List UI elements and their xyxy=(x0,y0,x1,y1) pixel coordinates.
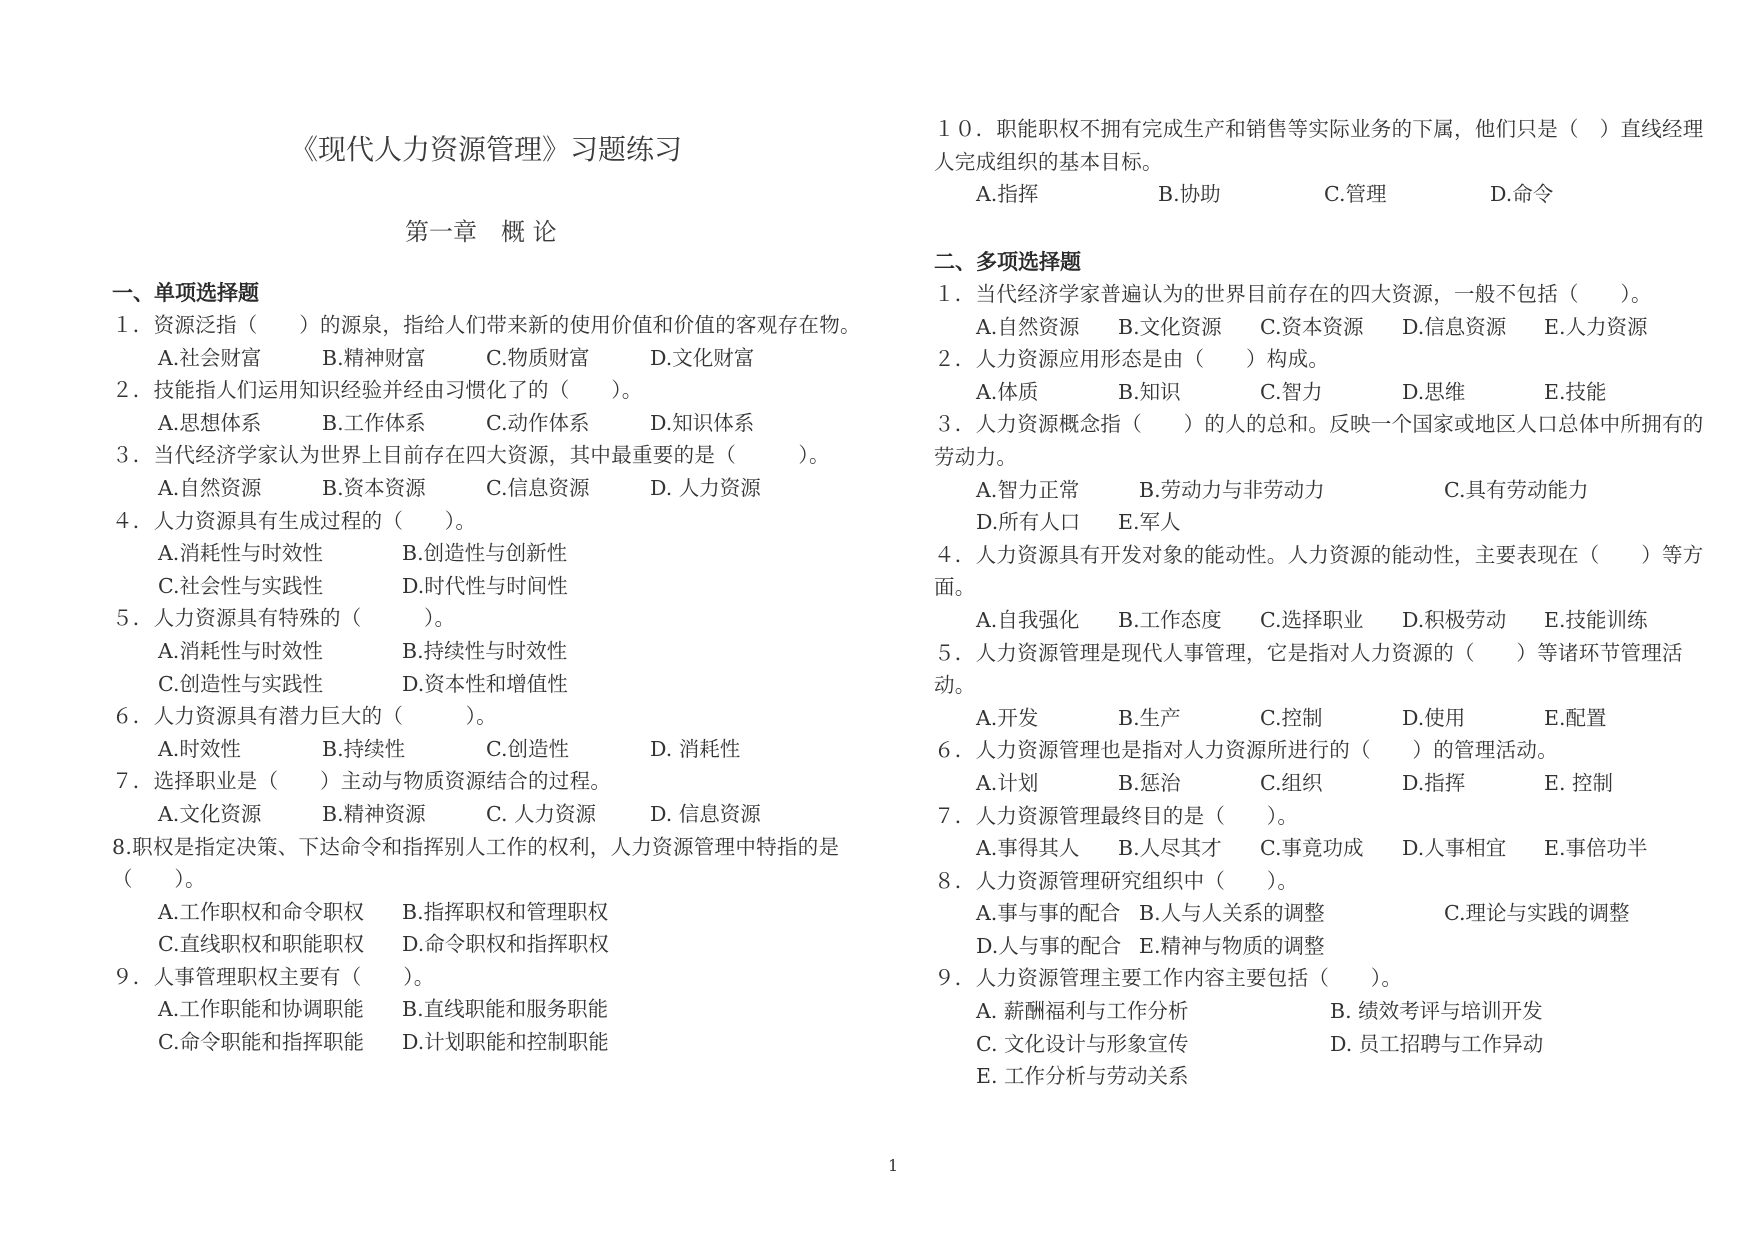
option-item: D.知识体系 xyxy=(650,410,755,435)
question-text: １．资源泛指（ ）的源泉，指给人们带来新的使用价值和价值的客观存在物。 xyxy=(112,313,861,337)
option-item: A.社会财富 xyxy=(158,345,262,370)
option-item: C.信息资源 xyxy=(486,475,590,500)
options-row xyxy=(112,537,872,570)
option-item: C.社会性与实践性 xyxy=(158,573,323,598)
option-item: B.人与人关系的调整 xyxy=(1139,901,1325,926)
option-item: D. 员工招聘与工作异动 xyxy=(1330,1031,1544,1056)
options-row xyxy=(112,668,872,701)
option-item: E.配置 xyxy=(1544,705,1607,730)
question-text: ６．人力资源具有潜力巨大的（ ）。 xyxy=(112,704,497,729)
option-item: D.命令 xyxy=(1490,182,1554,207)
option-item: C.动作体系 xyxy=(486,410,590,435)
option-item: A.思想体系 xyxy=(158,410,262,435)
options-row xyxy=(112,1026,872,1059)
question-text: ２．技能指人们运用知识经验并经由习惯化了的（ ）。 xyxy=(112,378,643,403)
options-row xyxy=(112,635,872,668)
question-text: ６．人力资源管理也是指对人力资源所进行的（ ）的管理活动。 xyxy=(934,738,1558,763)
options-row xyxy=(934,1028,1704,1061)
question-text: １０．职能职权不拥有完成生产和销售等实际业务的下属，他们只是（ ）直线经理人完成组织的基本目标。 xyxy=(934,117,1704,174)
option-item: E. 工作分析与劳动关系 xyxy=(976,1064,1189,1089)
option-item: C.控制 xyxy=(1260,705,1323,730)
option-item: C. 文化设计与形象宣传 xyxy=(976,1031,1189,1056)
options-row xyxy=(112,733,872,766)
option-item: C.选择职业 xyxy=(1260,607,1364,632)
page-number: 1 xyxy=(888,1156,899,1175)
option-item: A.自然资源 xyxy=(158,475,262,500)
options-row xyxy=(934,506,1704,539)
options-row xyxy=(112,993,872,1026)
option-item: B.持续性与时效性 xyxy=(402,638,568,663)
question-text: ５．人力资源具有特殊的（ ）。 xyxy=(112,606,456,631)
chapter-heading: 第一章 概 论 xyxy=(405,218,557,246)
option-item: B.惩治 xyxy=(1118,770,1181,795)
option-item: C.创造性与实践性 xyxy=(158,671,323,696)
option-item: B.劳动力与非劳动力 xyxy=(1139,477,1325,502)
question-text: ９．人力资源管理主要工作内容主要包括（ ）。 xyxy=(934,966,1403,991)
option-item: B.工作体系 xyxy=(322,410,426,435)
option-item: A.工作职权和命令职权 xyxy=(158,899,364,924)
option-item: A.体质 xyxy=(976,379,1039,404)
options-row xyxy=(934,832,1704,865)
option-item: D.信息资源 xyxy=(1402,314,1507,339)
question-text: 8.职权是指定决策、下达命令和指挥别人工作的权利，人力资源管理中特指的是（ ）。 xyxy=(112,834,840,892)
option-item: D.指挥 xyxy=(1402,770,1466,795)
option-item: A.事得其人 xyxy=(976,836,1080,861)
option-item: D. 信息资源 xyxy=(650,801,761,826)
option-item: A. 薪酬福利与工作分析 xyxy=(976,999,1189,1024)
options-row xyxy=(112,896,872,929)
multiple-choice-list xyxy=(934,278,1704,1093)
option-item: E.军人 xyxy=(1118,510,1181,535)
options-row xyxy=(112,472,872,505)
option-item: D.使用 xyxy=(1402,705,1466,730)
options-row xyxy=(112,928,872,961)
section-heading-single-choice: 一、单项选择题 xyxy=(112,280,259,305)
option-item: E.技能训练 xyxy=(1544,607,1648,632)
options-row xyxy=(934,767,1704,800)
option-item: A.消耗性与时效性 xyxy=(158,541,323,566)
option-item: C.事竟功成 xyxy=(1260,836,1364,861)
option-item: A.工作职能和协调职能 xyxy=(158,997,364,1022)
option-item: A.文化资源 xyxy=(158,801,262,826)
option-item: B.精神资源 xyxy=(322,801,426,826)
option-item: A.消耗性与时效性 xyxy=(158,638,323,663)
options-row xyxy=(934,474,1704,507)
option-item: C.资本资源 xyxy=(1260,314,1364,339)
option-item: D.计划职能和控制职能 xyxy=(402,1030,609,1055)
question-text: ８．人力资源管理研究组织中（ ）。 xyxy=(934,868,1299,893)
options-row xyxy=(112,570,872,603)
options-row xyxy=(934,376,1704,409)
options-row xyxy=(934,178,1704,211)
option-item: A.指挥 xyxy=(976,182,1039,207)
option-item: A.自我强化 xyxy=(976,607,1080,632)
option-item: D. 人力资源 xyxy=(650,475,761,500)
option-item: B.指挥职权和管理职权 xyxy=(402,899,609,924)
option-item: E.事倍功半 xyxy=(1544,836,1648,861)
option-item: D.资本性和增值性 xyxy=(402,671,568,696)
option-item: D.人事相宜 xyxy=(1402,836,1507,861)
option-item: A.事与事的配合 xyxy=(976,901,1121,926)
option-item: B.知识 xyxy=(1118,379,1181,404)
single-choice-list xyxy=(112,309,872,1059)
section-heading-multiple-choice: 二、多项选择题 xyxy=(934,249,1081,274)
option-item: E.精神与物质的调整 xyxy=(1139,933,1325,958)
question-text: ３．当代经济学家认为世界上目前存在四大资源，其中最重要的是（ ）。 xyxy=(112,443,830,468)
option-item: E.技能 xyxy=(1544,379,1607,404)
question-text: ３．人力资源概念指（ ）的人的总和。反映一个国家或地区人口总体中所拥有的劳动力。 xyxy=(934,412,1704,469)
option-item: D.文化财富 xyxy=(650,345,755,370)
option-item: D. 消耗性 xyxy=(650,736,741,761)
option-item: C.创造性 xyxy=(486,736,569,761)
option-item: D.所有人口 xyxy=(976,510,1081,535)
options-row xyxy=(934,702,1704,735)
option-item: E.人力资源 xyxy=(1544,314,1648,339)
option-item: B.协助 xyxy=(1158,182,1221,207)
question-text: ５．人力资源管理是现代人事管理，它是指对人力资源的（ ）等诸环节管理活动。 xyxy=(934,640,1683,698)
document-title: 《现代人力资源管理》习题练习 xyxy=(290,133,683,166)
options-row xyxy=(112,407,872,440)
option-item: B.精神财富 xyxy=(322,345,426,370)
option-item: A.智力正常 xyxy=(976,477,1080,502)
option-item: D.人与事的配合 xyxy=(976,933,1122,958)
option-item: A.自然资源 xyxy=(976,314,1080,339)
option-item: C. 人力资源 xyxy=(486,801,596,826)
option-item: C.物质财富 xyxy=(486,345,590,370)
option-item: A.计划 xyxy=(976,770,1039,795)
option-item: C.管理 xyxy=(1324,182,1387,207)
options-row xyxy=(112,798,872,831)
option-item: C.命令职能和指挥职能 xyxy=(158,1030,364,1055)
option-item: C.直线职权和职能职权 xyxy=(158,932,364,957)
option-item: C.智力 xyxy=(1260,379,1323,404)
question-text: ９．人事管理职权主要有（ ）。 xyxy=(112,964,435,989)
options-row xyxy=(934,1060,1704,1093)
option-item: B.创造性与创新性 xyxy=(402,541,568,566)
question-text: ４．人力资源具有开发对象的能动性。人力资源的能动性，主要表现在（ ）等方面。 xyxy=(934,542,1704,600)
option-item: D.命令职权和指挥职权 xyxy=(402,932,609,957)
option-item: B.资本资源 xyxy=(322,475,426,500)
options-row xyxy=(934,604,1704,637)
option-item: B.文化资源 xyxy=(1118,314,1222,339)
option-item: B.持续性 xyxy=(322,736,406,761)
options-row xyxy=(934,897,1704,930)
option-item: B.人尽其才 xyxy=(1118,836,1222,861)
question-text: ７．人力资源管理最终目的是（ ）。 xyxy=(934,803,1299,828)
option-item: B. 绩效考评与培训开发 xyxy=(1330,999,1543,1024)
option-item: D.思维 xyxy=(1402,379,1466,404)
options-row xyxy=(934,311,1704,344)
options-row xyxy=(112,342,872,375)
options-row xyxy=(934,930,1704,963)
options-row xyxy=(934,995,1704,1028)
option-item: D.时代性与时间性 xyxy=(402,573,568,598)
continued-question-block xyxy=(934,113,1704,211)
question-text: ４．人力资源具有生成过程的（ ）。 xyxy=(112,508,477,533)
question-text: １．当代经济学家普遍认为的世界目前存在的四大资源，一般不包括（ ）。 xyxy=(934,282,1652,306)
option-item: E. 控制 xyxy=(1544,770,1613,795)
option-item: C.具有劳动能力 xyxy=(1444,477,1589,502)
option-item: C.理论与实践的调整 xyxy=(1444,901,1630,926)
question-text: ２．人力资源应用形态是由（ ）构成。 xyxy=(934,347,1330,372)
option-item: B.生产 xyxy=(1118,705,1181,730)
option-item: A.开发 xyxy=(976,705,1039,730)
option-item: C.组织 xyxy=(1260,770,1323,795)
question-text: ７．选择职业是（ ）主动与物质资源结合的过程。 xyxy=(112,769,612,794)
option-item: B.直线职能和服务职能 xyxy=(402,997,609,1022)
option-item: B.工作态度 xyxy=(1118,607,1222,632)
option-item: D.积极劳动 xyxy=(1402,607,1507,632)
option-item: A.时效性 xyxy=(158,736,241,761)
